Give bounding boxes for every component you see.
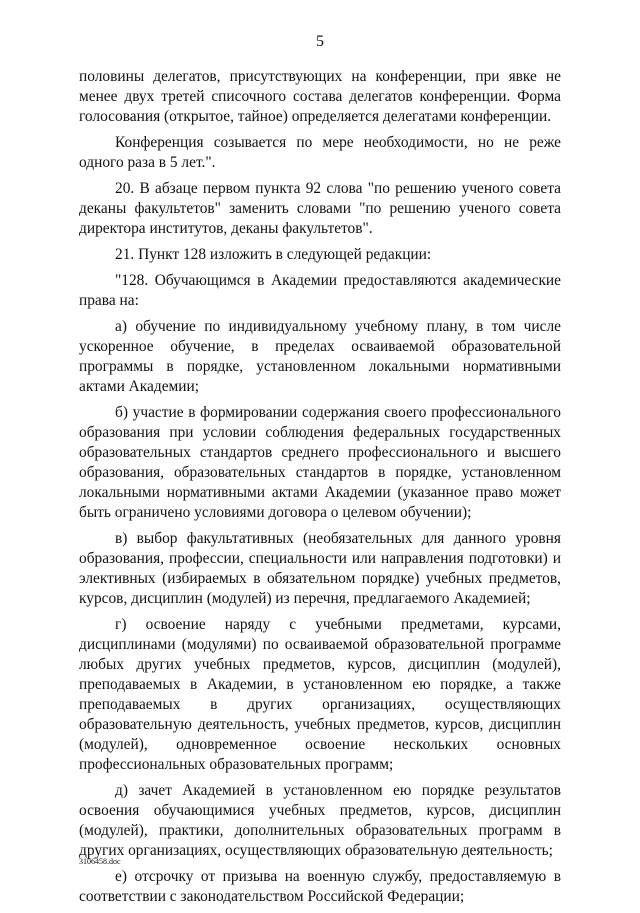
- paragraph-continuation: половины делегатов, присутствующих на конференции, при явке не менее двух третей списочного состава делегатов конференции. Форма голосования (открытое, тайное) определяется делегатами конференции.: [79, 68, 561, 125]
- paragraph-right-g: г) освоение наряду с учебными предметами, курсами, дисциплинами (модулями) по осваиваемой образовательной программе любых других учебных предметов, курсов, дисциплин (модулей), преподаваемых в Академии, в установленном ею порядке, а также преподаваемых в других организациях, осуществляющих образовательную деятельность, учебных предметов, курсов, дисциплин (модулей), одновременное освоение нескольких основных профессиональных образовательных программ;: [79, 616, 561, 773]
- paragraph-right-a: а) обучение по индивидуальному учебному плану, в том числе ускоренное обучение, в пределах осваиваемой образовательной программы в порядке, установленном локальными нормативными актами Академии;: [79, 318, 561, 395]
- paragraph-right-b: б) участие в формировании содержания своего профессионального образования при условии соблюдения федеральных государственных образовательных стандартов среднего профессионального и высшего образования, образовательных стандартов в порядке, установленном локальными нормативными актами Академии (указанное право может быть ограничено условиями договора о целевом обучении);: [79, 404, 561, 521]
- document-body: [79, 67, 561, 913]
- paragraph-clause-128: "128. Обучающимся в Академии предоставляются академические права на:: [79, 272, 561, 309]
- paragraph-item-20: 20. В абзаце первом пункта 92 слова "по решению ученого совета деканы факультетов" заменить словами "по решению ученого совета директора институтов, деканы факультетов".: [79, 180, 561, 237]
- paragraph-item-21: 21. Пункт 128 изложить в следующей редакции:: [115, 246, 432, 263]
- paragraph-right-e: е) отсрочку от призыва на военную службу, предоставляемую в соответствии с законодательством Российской Федерации;: [79, 868, 561, 905]
- page-number: 5: [316, 33, 324, 50]
- paragraph-conference-frequency: Конференция созывается по мере необходимости, но не реже одного раза в 5 лет.".: [79, 134, 561, 171]
- footer-file-code: 3106458.doc: [79, 857, 121, 866]
- paragraph-right-v: в) выбор факультативных (необязательных для данного уровня образования, профессии, специальности или направления подготовки) и элективных (избираемых в обязательном порядке) учебных предметов, курсов, дисциплин (модулей) из перечня, предлагаемого Академией;: [79, 530, 561, 607]
- paragraph-right-d: д) зачет Академией в установленном ею порядке результатов освоения обучающимися учебных предметов, курсов, дисциплин (модулей), практики, дополнительных образовательных программ в других организациях, осуществляющих образовательную деятельность;: [79, 782, 561, 859]
